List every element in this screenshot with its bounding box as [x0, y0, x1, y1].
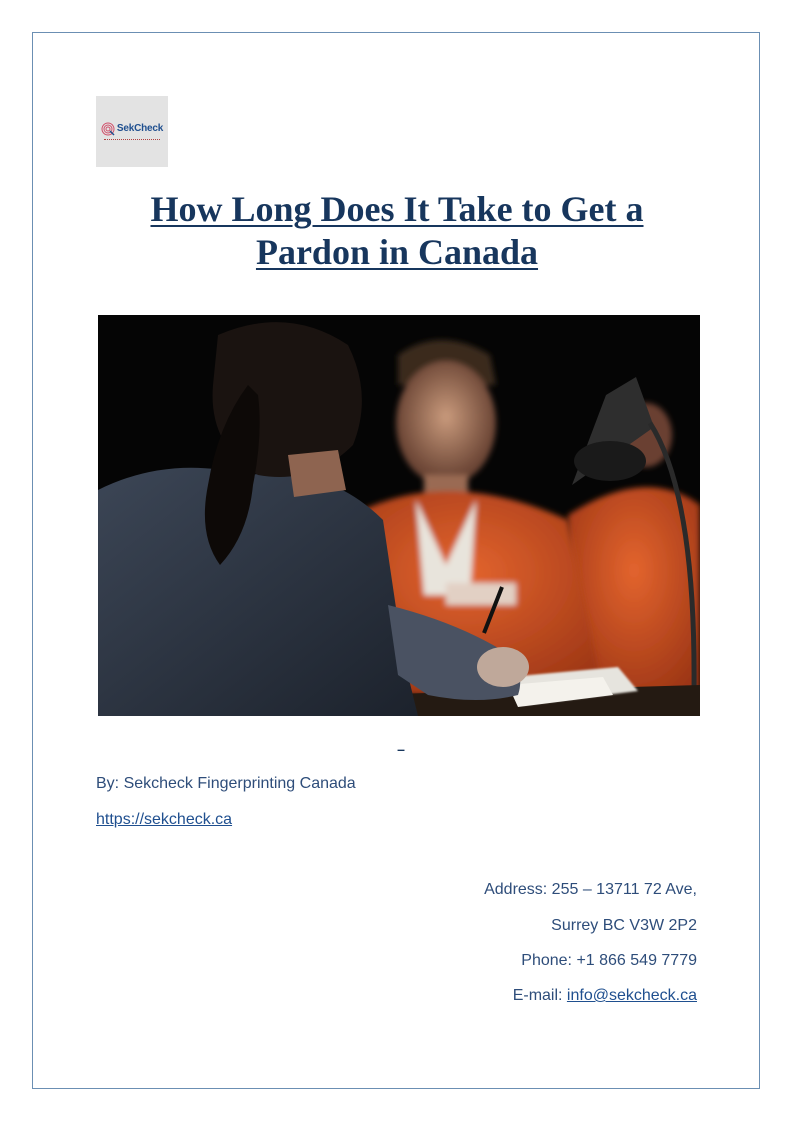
document-title: How Long Does It Take to Get a Pardon in Canada [150, 189, 644, 272]
company-logo [96, 96, 168, 167]
email-line [513, 987, 697, 1005]
phone-number: Phone: +1 866 549 7779 [521, 952, 697, 969]
email-link[interactable]: info@sekcheck.ca [566, 987, 697, 1004]
email-label: E-mail: [512, 987, 567, 1004]
address-line-1: Address: 255 – 13711 72 Ave, [484, 881, 697, 898]
interview-photo [98, 315, 700, 716]
logo-brand-text: SekCheck [116, 123, 164, 134]
website-link[interactable]: https://sekcheck.ca [96, 811, 233, 828]
fingerprint-icon [101, 122, 115, 136]
logo-mark [101, 122, 163, 136]
separator-mark: – [397, 741, 405, 757]
logo-tagline-line [104, 139, 160, 142]
author-byline: By: Sekcheck Fingerprinting Canada [96, 775, 356, 792]
address-line-2: Surrey BC V3W 2P2 [551, 917, 697, 934]
